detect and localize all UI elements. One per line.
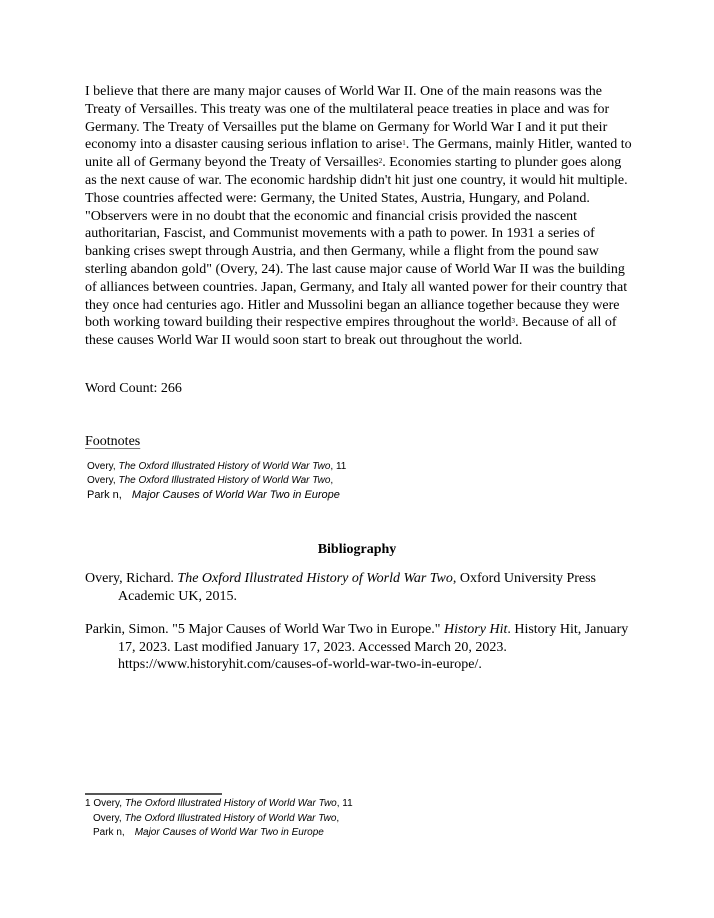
essay-text-2: . The Germans, mainly Hitler, wanted to unite all of Germany beyond the Treaty of Versailles	[85, 137, 632, 171]
page-footnote-author: Overy,	[93, 812, 125, 824]
footnote-title: The Oxford Illustrated History of World War Two	[118, 474, 331, 486]
footnote-item	[87, 487, 346, 504]
footnote-separator	[85, 793, 222, 795]
page-footnote-author: Park n,	[93, 827, 125, 838]
footnote-title: The Oxford Illustrated History of World War Two	[118, 461, 331, 472]
bib-author: Parkin, Simon. "5 Major Causes of World War Two in Europe."	[85, 622, 444, 637]
footnote-title: Major Causes of World War Two in Europe	[131, 489, 340, 501]
bibliography-entry	[85, 570, 633, 605]
page-footnote-number: 1	[85, 798, 91, 809]
footnote-item	[87, 474, 346, 488]
essay-text-3: . Economies starting to plunder goes along as the next cause of war. The economic hardship didn't hit just one country, it would hit multiple. Those countries affected were: Germany, the United States, Austria, Hungary, and Poland. "Observers were in no doubt that the economic and financial crisis provided the nascent authoritarian, Fascist, and Communist movements with a path to power. In 1931 a series of banking crises swept through Austria, and then Germany, while a flight from the pound saw sterling abandon gold" (Overy, 24). The last cause major cause of World War II was the building of alliances between countries. Japan, Germany, and Italy all wanted power for their country that they once had centuries ago. Hitler and Mussolini began an alliance together because they were both working toward building their respective empires throughout the world	[85, 155, 628, 331]
footnote-ref-2[interactable]: 2	[378, 157, 383, 166]
footnotes-heading: Footnotes	[85, 434, 141, 449]
footnote-suffix: ,	[330, 474, 334, 486]
page-footnote-title: The Oxford Illustrated History of World War Two	[124, 812, 337, 824]
footnote-author: Park n,	[87, 489, 122, 501]
bibliography-heading: Bibliography	[317, 542, 397, 557]
page-footnote-author: Overy,	[90, 798, 125, 809]
footnote-item	[87, 460, 346, 474]
essay-text-4: . Because of all of these causes World War II would soon start to break out throughout the world.	[85, 315, 617, 349]
bib-details: . History Hit, January 17, 2023. Last modified January 17, 2023. Accessed March 20, 2023. https://www.historyhit.com/causes-of-world-war-two-in-europe/.	[118, 622, 629, 672]
page-footnotes	[85, 797, 353, 841]
bibliography-entry	[85, 621, 633, 674]
footnote-suffix: , 11	[330, 461, 347, 472]
footnotes-list	[87, 460, 346, 504]
page-footnote-title: The Oxford Illustrated History of World War Two	[124, 798, 337, 809]
bib-author: Overy, Richard.	[85, 571, 178, 586]
bib-details: , Oxford University Press Academic UK, 2015.	[118, 571, 597, 604]
word-count: Word Count: 266	[85, 381, 182, 396]
bib-title: History Hit	[443, 622, 508, 637]
page-footnote-suffix: , 11	[336, 798, 353, 809]
footnote-author: Overy,	[87, 461, 119, 472]
page-footnote-item	[85, 797, 353, 812]
footnote-author: Overy,	[87, 474, 119, 486]
page-footnote-title: Major Causes of World War Two in Europe	[134, 827, 324, 838]
bib-title: The Oxford Illustrated History of World War Two	[177, 571, 453, 586]
page-footnote-item	[85, 812, 353, 827]
footnote-ref-1[interactable]: 1	[402, 139, 406, 148]
footnote-ref-3[interactable]: 3	[511, 317, 516, 326]
essay-text-1: I believe that there are many major causes of World War II. One of the main reasons was the Treaty of Versailles. This treaty was one of the multilateral peace treaties in place and was for Germany. The Treaty of Versailles put the blame on Germany for World War I and it put their economy into a disaster causing serious inflation to arise	[85, 84, 610, 153]
page-footnote-item	[85, 826, 353, 841]
page-footnote-suffix: ,	[336, 812, 340, 824]
essay-paragraph	[85, 83, 633, 350]
